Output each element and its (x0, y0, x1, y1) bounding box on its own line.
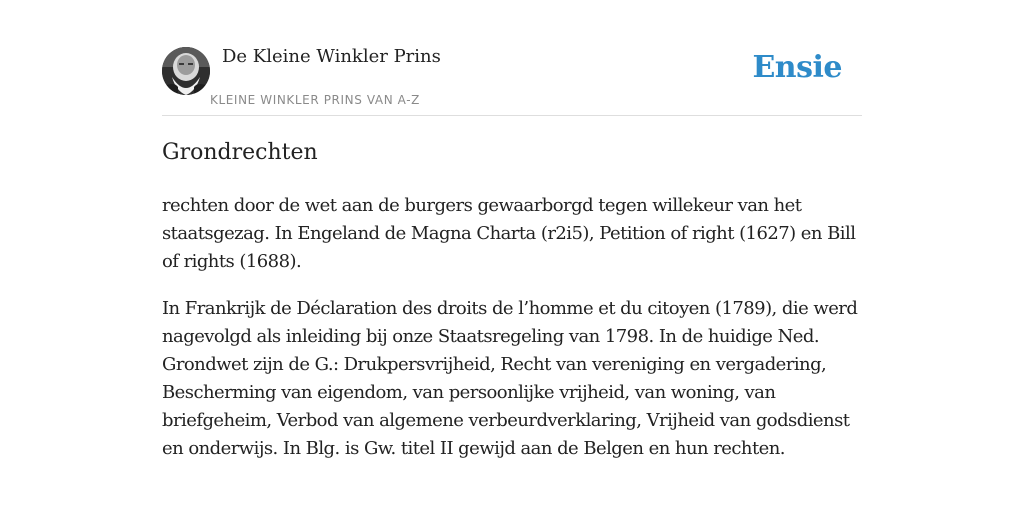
author-name-link[interactable]: De Kleine Winkler Prins (222, 46, 441, 67)
article-paragraph: rechten door de wet aan de burgers gewaarborgd tegen willekeur van het staatsgezag. In Engeland de Magna Charta (r2i5), Petition of right (1627) en Bill of rights (1688). (162, 195, 856, 272)
article-paragraph: In Frankrijk de Déclaration des droits de l’homme et du citoyen (1789), die werd nagevolgd als inleiding bij onze Staatsregeling van 1798. In de huidige Ned. Grondwet zijn de G.: Drukpersvrijheid, Recht van vereniging en vergadering, Bescherming van eigendom, van persoonlijke vrijheid, van woning, van briefgeheim, Verbod van algemene verbeurdverklaring, Vrijheid van godsdienst en onderwijs. In Blg. is Gw. titel II gewijd aan de Belgen en hun rechten. (162, 298, 858, 459)
brand-logo[interactable]: Ensie (752, 50, 842, 85)
header (162, 0, 862, 116)
portrait-avatar-icon[interactable] (162, 47, 210, 95)
article-body (162, 192, 862, 482)
article-title: Grondrechten (162, 140, 318, 165)
page-container (162, 0, 862, 459)
source-subtitle[interactable]: KLEINE WINKLER PRINS VAN A-Z (210, 93, 420, 107)
